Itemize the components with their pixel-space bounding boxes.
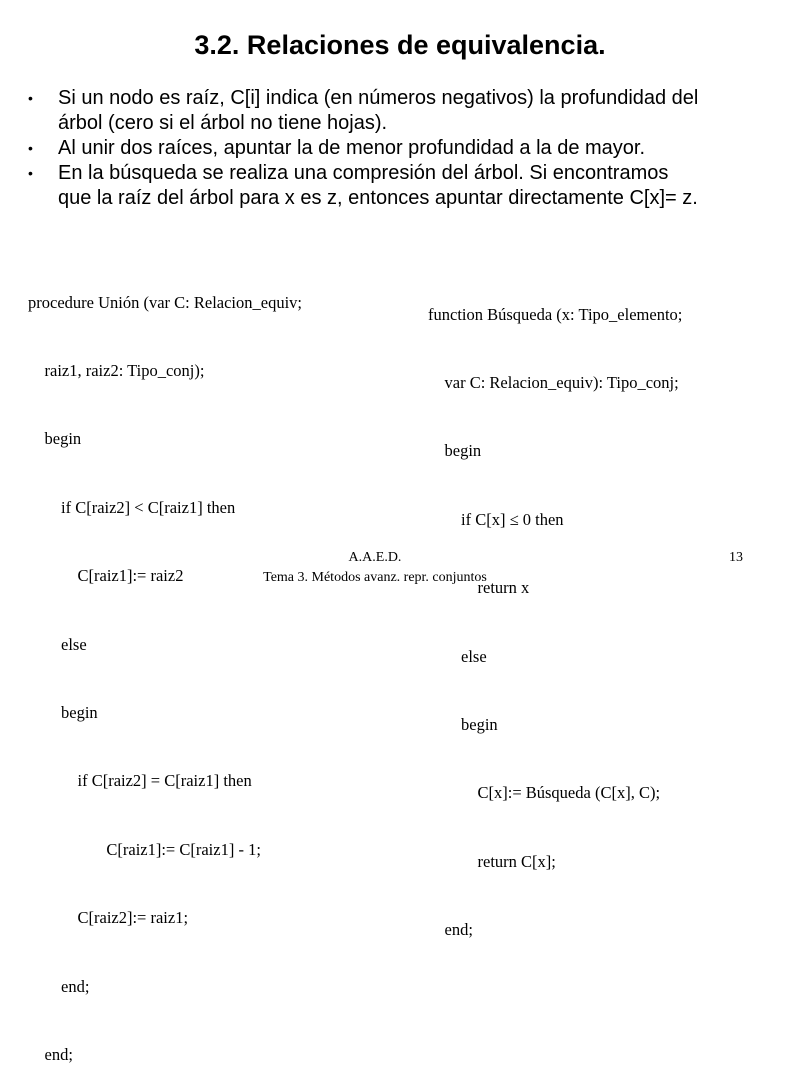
code-block-union: [28, 246, 302, 1089]
bullet-item: [28, 86, 788, 136]
page-number: 13: [729, 550, 743, 565]
bullet-list: [28, 86, 788, 211]
bullet-text: En la búsqueda se realiza una compresión del árbol. Si encontramos: [58, 162, 669, 184]
code-line: if C[raiz2] = C[raiz1] then: [28, 771, 252, 791]
code-line: end;: [28, 976, 90, 996]
bullet-dot-icon: •: [28, 90, 33, 106]
code-line: if C[raiz2] < C[raiz1] then: [28, 497, 236, 517]
bullet-text: que la raíz del árbol para x es z, entonces apuntar directamente C[x]= z.: [58, 187, 698, 209]
code-line: C[raiz2]:= raiz1;: [28, 908, 189, 928]
code-line: begin: [428, 714, 498, 734]
bullet-dot-icon: •: [28, 140, 33, 156]
slide-title: 3.2. Relaciones de equivalencia.: [194, 30, 606, 60]
code-line: end;: [428, 920, 473, 940]
code-line: end;: [28, 1044, 73, 1064]
bullet-item: [28, 136, 788, 161]
bullet-item: [28, 161, 788, 211]
footer-topic: Tema 3. Métodos avanz. repr. conjuntos: [263, 570, 487, 585]
code-block-busqueda: [428, 258, 682, 965]
code-line: raiz1, raiz2: Tipo_conj);: [28, 360, 205, 380]
code-line: begin: [28, 702, 98, 722]
bullet-text: Al unir dos raíces, apuntar la de menor profundidad a la de mayor.: [58, 137, 646, 159]
code-line: begin: [428, 441, 482, 461]
code-line: else: [428, 646, 487, 666]
code-line: begin: [28, 429, 82, 449]
footer-course: A.A.E.D.: [348, 550, 402, 565]
code-line: C[x]:= Búsqueda (C[x], C);: [428, 783, 661, 803]
code-line: return x: [428, 578, 530, 598]
bullet-text: árbol (cero si el árbol no tiene hojas).: [58, 112, 388, 134]
code-line: C[raiz1]:= C[raiz1] - 1;: [28, 839, 261, 859]
bullet-dot-icon: •: [28, 165, 33, 181]
code-line: if C[x] ≤ 0 then: [428, 509, 564, 529]
code-line: function Búsqueda (x: Tipo_elemento;: [428, 304, 683, 324]
bullet-text: Si un nodo es raíz, C[i] indica (en números negativos) la profundidad del: [58, 87, 699, 109]
code-line: return C[x];: [428, 851, 556, 871]
code-line: else: [28, 634, 87, 654]
code-line: C[raiz1]:= raiz2: [28, 566, 184, 586]
code-line: var C: Relacion_equiv): Tipo_conj;: [428, 372, 679, 392]
code-line: procedure Unión (var C: Relacion_equiv;: [28, 292, 302, 312]
